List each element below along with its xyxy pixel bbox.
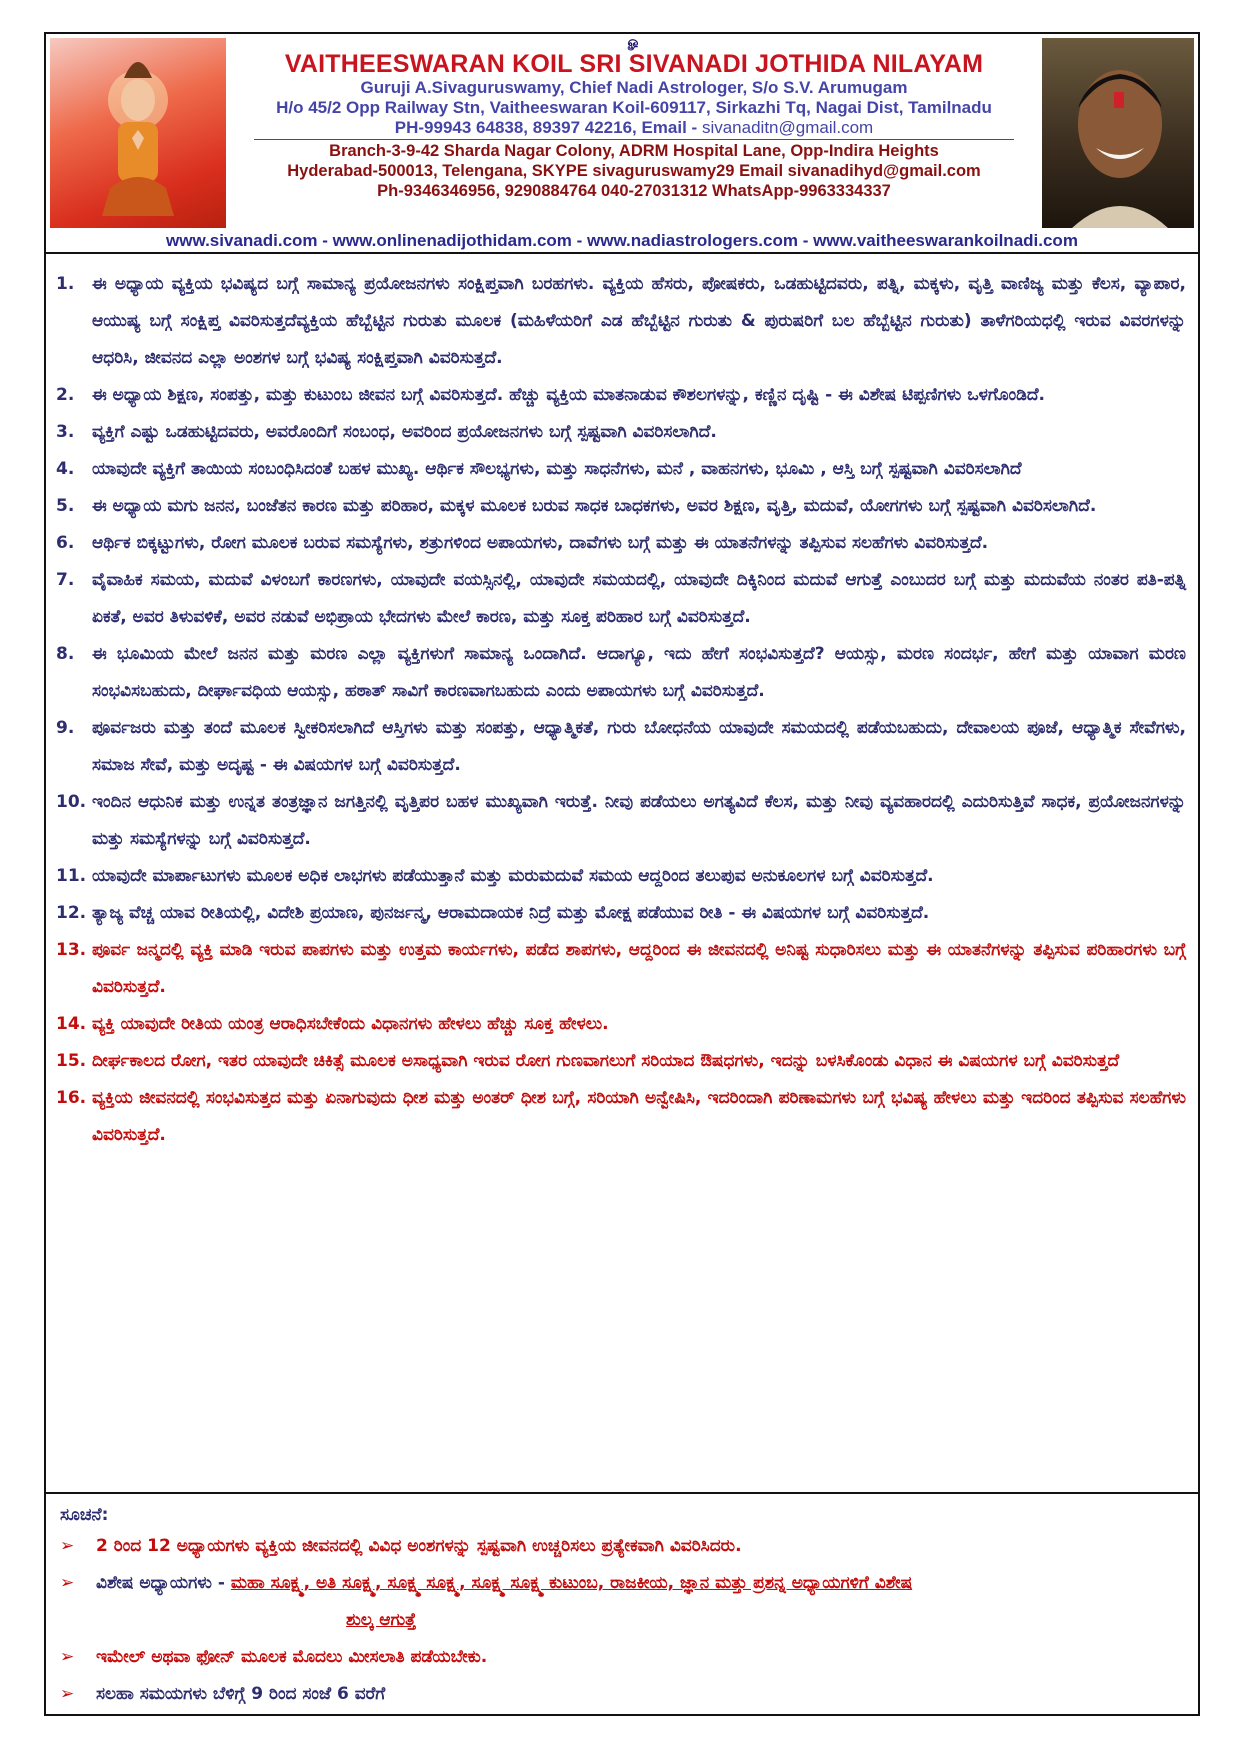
list-item [54,636,1186,710]
special-chapters-label: ವಿಶೇಷ ಅಧ್ಯಾಯಗಳು - [96,1573,225,1593]
list-item [54,1043,1186,1080]
website-links[interactable]: www.sivanadi.com - www.onlinenadijothidam.com - www.nadiastrologers.com - www.vaitheeswarankoilnadi.com [166,231,1078,250]
notes-title: ಸೂಚನೆ: [60,1505,109,1525]
list-item [54,525,1186,562]
business-title: VAITHEESWARAN KOIL SRI SIVANADI JOTHIDA NILAYAM [284,50,984,78]
list-item [54,932,1186,1006]
item-number: 13. [56,940,87,960]
list-item [54,451,1186,488]
item-number: 15. [56,1051,87,1071]
item-text: ಆರ್ಥಿಕ ಬಿಕ್ಕಟ್ಟುಗಳು, ರೋಗ ಮೂಲಕ ಬರುವ ಸಮಸ್ಯೆಗಳು, ಶತ್ರುಗಳಿಂದ ಅಪಾಯಗಳು, ದಾವೆಗಳು ಬಗ್ಗೆ ಮತ್ತು ಈ ಯಾತನೆಗಳನ್ನು ತಪ್ಪಿಸುವ ಸಲಹೆಗಳು ವಿವರಿಸುತ್ತದೆ. [92,533,989,553]
list-item [54,710,1186,784]
item-number: 6. [56,533,75,553]
page-frame [44,32,1200,1716]
item-number: 11. [56,866,87,886]
phone-email-line [230,118,1038,138]
note-text: 2 ರಿಂದ 12 ಅಧ್ಯಾಯಗಳು ವ್ಯಕ್ತಿಯ ಜೀವನದಲ್ಲಿ ವಿವಿಧ ಅಂಶಗಳನ್ನು ಸ್ಪಷ್ಟವಾಗಿ ಉಚ್ಚರಿಸಲು ಪ್ರತ್ಯೇಕವಾಗಿ ವಿವರಿಸಿದರು. [96,1536,742,1556]
note-bullet [46,1676,1198,1713]
item-number: 12. [56,903,87,923]
list-item [54,562,1186,636]
address-line: H/o 45/2 Opp Railway Stn, Vaitheeswaran Koil-609117, Sirkazhi Tq, Nagai Dist, Tamilnadu [276,98,992,117]
item-number: 5. [56,496,75,516]
item-text: ಯಾವುದೇ ವ್ಯಕ್ತಿಗೆ ತಾಯಿಯ ಸಂಬಂಧಿಸಿದಂತೆ ಬಹಳ ಮುಖ್ಯ. ಆರ್ಥಿಕ ಸೌಲಭ್ಯಗಳು, ಮತ್ತು ಸಾಧನೆಗಳು, ಮನೆ , ವಾಹನಗಳು, ಭೂಮಿ , ಆಸ್ತಿ ಬಗ್ಗೆ ಸ್ಪಷ್ಟವಾಗಿ ವಿವರಿಸಲಾಗಿದೆ [92,459,1022,479]
item-number: 16. [56,1088,87,1108]
note-bullet [46,1528,1198,1565]
item-text: ತ್ಯಾಜ್ಯ ವೆಚ್ಚ ಯಾವ ರೀತಿಯಲ್ಲಿ, ವಿದೇಶಿ ಪ್ರಯಾಣ, ಪುನರ್ಜನ್ಮ, ಆರಾಮದಾಯಕ ನಿದ್ರೆ ಮತ್ತು ಮೋಕ್ಷ ಪಡೆಯುವ ರೀತಿ - ಈ ವಿಷಯಗಳ ಬಗ್ಗೆ ವಿವರಿಸುತ್ತದೆ. [92,903,930,923]
item-text: ವ್ಯಕ್ತಿಗೆ ಎಷ್ಟು ಒಡಹುಟ್ಟಿದವರು, ಅವರೊಂದಿಗೆ ಸಂಬಂಧ, ಅವರಿಂದ ಪ್ರಯೋಜನಗಳು ಬಗ್ಗೆ ಸ್ಪಷ್ಟವಾಗಿ ವಿವರಿಸಲಾಗಿದೆ. [92,422,717,442]
portrait-icon [1042,38,1194,228]
item-text: ದೀರ್ಘಕಾಲದ ರೋಗ, ಇತರ ಯಾವುದೇ ಚಿಕಿತ್ಸೆ ಮೂಲಕ ಅಸಾಧ್ಯವಾಗಿ ಇರುವ ರೋಗ ಗುಣವಾಗಲುಗೆ ಸರಿಯಾದ ಔಷಧಗಳು, ಇದನ್ನು ಬಳಸಿಕೊಂಡು ವಿಧಾನ ಈ ವಿಷಯಗಳ ಬಗ್ಗೆ ವಿವರಿಸುತ್ತದೆ [92,1051,1120,1071]
email-link[interactable]: sivanaditn@gmail.com [701,118,874,137]
item-text: ಇಂದಿನ ಆಧುನಿಕ ಮತ್ತು ಉನ್ನತ ತಂತ್ರಜ್ಞಾನ ಜಗತ್ತಿನಲ್ಲಿ ವೃತ್ತಿಪರ ಬಹಳ ಮುಖ್ಯವಾಗಿ ಇರುತ್ತೆ. ನೀವು ಪಡೆಯಲು ಅಗತ್ಯವಿದೆ ಕೆಲಸ, ಮತ್ತು ನೀವು ವ್ಯವಹಾರದಲ್ಲಿ ಎದುರಿಸುತ್ತಿವೆ ಸಾಧಕ, ಪ್ರಯೋಜನಗಳನ್ನು ಮತ್ತು ಸಮಸ್ಯೆಗಳನ್ನು ಬಗ್ಗೆ ವಿವರಿಸುತ್ತದೆ. [92,792,1186,849]
list-item [54,895,1186,932]
item-text: ಯಾವುದೇ ಮಾರ್ಪಾಟುಗಳು ಮೂಲಕ ಅಧಿಕ ಲಾಭಗಳು ಪಡೆಯುತ್ತಾನೆ ಮತ್ತು ಮರುಮದುವೆ ಸಮಯ ಆದ್ದರಿಂದ ತಲುಪುವ ಅನುಕೂಲಗಳ ಬಗ್ಗೆ ವಿವರಿಸುತ್ತದೆ. [92,866,934,886]
item-text: ವೈವಾಹಿಕ ಸಮಯ, ಮದುವೆ ವಿಳಂಬಗೆ ಕಾರಣಗಳು, ಯಾವುದೇ ವಯಸ್ಸಿನಲ್ಲಿ, ಯಾವುದೇ ಸಮಯದಲ್ಲಿ, ಯಾವುದೇ ದಿಕ್ಕಿನಿಂದ ಮದುವೆ ಆಗುತ್ತೆ ಎಂಬುದರ ಬಗ್ಗೆ ಮತ್ತು ಮದುವೆಯ ನಂತರ ಪತಿ-ಪತ್ನಿ ಏಕತೆ, ಅವರ ತಿಳುವಳಿಕೆ, ಅವರ ನಡುವೆ ಅಭಿಪ್ರಾಯ ಭೇದಗಳು ಮೇಲೆ ಕಾರಣ, ಮತ್ತು ಸೂಕ್ತ ಪರಿಹಾರ ಬಗ್ಗೆ ವಿವರಿಸುತ್ತದೆ. [92,570,1186,627]
note-text: ಸಲಹಾ ಸಮಯಗಳು ಬೆಳಿಗ್ಗೆ 9 ರಿಂದ ಸಂಜೆ 6 ವರೆಗೆ [96,1684,386,1704]
note-text: ಇಮೇಲ್ ಅಥವಾ ಫೋನ್ ಮೂಲಕ ಮೊದಲು ಮೀಸಲಾತಿ ಪಡೆಯಬೇಕು. [96,1647,488,1667]
item-text: ವ್ಯಕ್ತಿ ಯಾವುದೇ ರೀತಿಯ ಯಂತ್ರ ಆರಾಧಿಸಬೇಕೆಂದು ವಿಧಾನಗಳು ಹೇಳಲು ಹೆಚ್ಚು ಸೂಕ್ತ ಹೇಳಲು. [92,1014,609,1034]
item-text: ಪೂರ್ವಜರು ಮತ್ತು ತಂದೆ ಮೂಲಕ ಸ್ವೀಕರಿಸಲಾಗಿದೆ ಆಸ್ತಿಗಳು ಮತ್ತು ಸಂಪತ್ತು, ಆಧ್ಯಾತ್ಮಿಕತೆ, ಗುರು ಬೋಧನೆಯ ಯಾವುದೇ ಸಮಯದಲ್ಲಿ ಪಡೆಯಬಹುದು, ದೇವಾಲಯ ಪೂಜೆ, ಆಧ್ಯಾತ್ಮಿಕ ಸೇವೆಗಳು, ಸಮಾಜ ಸೇವೆ, ಮತ್ತು ಅದೃಷ್ಟ - ಈ ವಿಷಯಗಳ ಬಗ್ಗೆ ವಿವರಿಸುತ್ತದೆ. [92,718,1186,775]
list-item [54,784,1186,858]
arrow-bullet-icon: ➢ [60,1536,75,1556]
note-bullet [46,1639,1198,1676]
chapter-list [54,266,1186,1154]
note-bullet [46,1565,1198,1639]
arrow-bullet-icon: ➢ [60,1647,75,1667]
hyderabad-line: Hyderabad-500013, Telengana, SKYPE sivaguruswamy29 Email sivanadihyd@gmail.com [287,162,981,180]
item-text: ವ್ಯಕ್ತಿಯ ಜೀವನದಲ್ಲಿ ಸಂಭವಿಸುತ್ತದ ಮತ್ತು ಏನಾಗುವುದು ಧೀಶ ಮತ್ತು ಅಂತರ್ ಧೀಶ ಬಗ್ಗೆ, ಸರಿಯಾಗಿ ಅನ್ವೇಷಿಸಿ, ಇದರಿಂದಾಗಿ ಪರಿಣಾಮಗಳು ಬಗ್ಗೆ ಭವಿಷ್ಯ ಹೇಳಲು ಮತ್ತು ಇದರಿಂದ ತಪ್ಪಿಸುವ ಸಲಹೆಗಳು ವಿವರಿಸುತ್ತದೆ. [92,1088,1186,1145]
item-text: ಈ ಅಧ್ಯಾಯ ವ್ಯಕ್ತಿಯ ಭವಿಷ್ಯದ ಬಗ್ಗೆ ಸಾಮಾನ್ಯ ಪ್ರಯೋಜನಗಳು ಸಂಕ್ಷಿಪ್ತವಾಗಿ ಬರಹಗಳು. ವ್ಯಕ್ತಿಯ ಹೆಸರು, ಪೋಷಕರು, ಒಡಹುಟ್ಟಿದವರು, ಪತ್ನಿ, ಮಕ್ಕಳು, ವೃತ್ತಿ ವಾಣಿಜ್ಯ ಮತ್ತು ಕೆಲಸ, ವ್ಯಾಪಾರ, ಆಯುಷ್ಯ ಬಗ್ಗೆ ಸಂಕ್ಷಿಪ್ತ ವಿವರಿಸುತ್ತದೆವ್ಯಕ್ತಿಯ ಹೆಬ್ಬೆಟ್ಟಿನ ಗುರುತು ಮೂಲಕ (ಮಹಿಳೆಯರಿಗೆ ಎಡ ಹೆಬ್ಬೆಟ್ಟಿನ ಗುರುತು & ಪುರುಷರಿಗೆ ಬಲ ಹೆಬ್ಬೆಟ್ಟಿನ ಗುರುತು) ತಾಳೆಗರಿಯಧಲ್ಲಿ ಇರುವ ವಿವರಗಳನ್ನು ಆಧರಿಸಿ, ಜೀವನದ ಎಲ್ಲಾ ಅಂಶಗಳ ಬಗ್ಗೆ ಭವಿಷ್ಯ ಸಂಕ್ಷಿಪ್ತವಾಗಿ ವಿವರಿಸುತ್ತದೆ. [92,274,1186,368]
guruji-line: Guruji A.Sivaguruswamy, Chief Nadi Astrologer, S/o S.V. Arumugam [360,78,908,97]
list-item [54,1080,1186,1154]
item-text: ಪೂರ್ವ ಜನ್ಮದಲ್ಲಿ ವ್ಯಕ್ತಿ ಮಾಡಿ ಇರುವ ಪಾಪಗಳು ಮತ್ತು ಉತ್ತಮ ಕಾರ್ಯಗಳು, ಪಡೆದ ಶಾಪಗಳು, ಆದ್ದರಿಂದ ಈ ಜೀವನದಲ್ಲಿ ಅನಿಷ್ಟ ಸುಧಾರಿಸಲು ಮತ್ತು ಈ ಯಾತನೆಗಳನ್ನು ತಪ್ಪಿಸುವ ಪರಿಹಾರಗಳು ಬಗ್ಗೆ ವಿವರಿಸುತ್ತದೆ. [92,940,1186,997]
item-number: 7. [56,570,75,590]
astrologer-photo [1042,38,1194,228]
item-number: 2. [56,385,75,405]
arrow-bullet-icon: ➢ [60,1684,75,1704]
list-item [54,377,1186,414]
notes-section [46,1492,1198,1713]
item-number: 9. [56,718,75,738]
om-symbol: ௐ [627,35,641,50]
item-number: 1. [56,274,75,294]
list-item [54,414,1186,451]
deity-image [50,38,226,228]
item-text: ಈ ಅಧ್ಯಾಯ ಮಗು ಜನನ, ಬಂಜೆತನ ಕಾರಣ ಮತ್ತು ಪರಿಹಾರ, ಮಕ್ಕಳ ಮೂಲಕ ಬರುವ ಸಾಧಕ ಬಾಧಕಗಳು, ಅವರ ಶಿಕ್ಷಣ, ವೃತ್ತಿ, ಮದುವೆ, ಯೋಗಗಳು ಬಗ್ಗೆ ಸ್ಪಷ್ಟವಾಗಿ ವಿವರಿಸಲಾಗಿದೆ. [92,496,1097,516]
phone-text: PH-99943 64838, 89397 42216, Email - [394,118,698,137]
header-divider [254,139,1014,140]
item-number: 8. [56,644,75,664]
item-number: 10. [56,792,87,812]
item-text: ಈ ಭೂಮಿಯ ಮೇಲೆ ಜನನ ಮತ್ತು ಮರಣ ಎಲ್ಲಾ ವ್ಯಕ್ತಿಗಳುಗೆ ಸಾಮಾನ್ಯ ಒಂದಾಗಿದೆ. ಆದಾಗ್ಯೂ, ಇದು ಹೇಗೆ ಸಂಭವಿಸುತ್ತದೆ? ಆಯಸ್ಸು, ಮರಣ ಸಂದರ್ಭ, ಹೇಗೆ ಮತ್ತು ಯಾವಾಗ ಮರಣ ಸಂಭವಿಸಬಹುದು, ದೀರ್ಘಾವಧಿಯ ಆಯಸ್ಸು, ಹಠಾತ್ ಸಾವಿಗೆ ಕಾರಣವಾಗಬಹುದು ಎಂದು ಅಪಾಯಗಳು ಬಗ್ಗೆ ವಿವರಿಸುತ್ತದೆ. [92,644,1186,701]
item-number: 14. [56,1014,87,1034]
list-item [54,858,1186,895]
letterhead [46,34,1198,254]
special-chapters-list: ಮಹಾ ಸೂಕ್ಷ್ಮ, ಅತಿ ಸೂಕ್ಷ್ಮ, ಸೂಕ್ಷ್ಮ ಸೂಕ್ಷ್ಮ, ಸೂಕ್ಷ್ಮ ಸೂಕ್ಷ್ಮ ಕುಟುಂಬ, ರಾಜಕೀಯ, ಜ್ಞಾನ ಮತ್ತು ಪ್ರಶನ್ನ ಅಧ್ಯಾಯಗಳಿಗೆ ವಿಶೇಷ [230,1573,913,1593]
special-fee-note: ಶುಲ್ಕ ಆಗುತ್ತೆ [346,1610,417,1630]
branch-line: Branch-3-9-42 Sharda Nagar Colony, ADRM Hospital Lane, Opp-Indira Heights [329,142,939,160]
item-number: 3. [56,422,75,442]
phone-line-2: Ph-9346346956, 9290884764 040-27031312 WhatsApp-9963334337 [377,182,891,200]
list-item [54,1006,1186,1043]
list-item [54,266,1186,377]
deity-figure-icon [50,38,226,228]
item-text: ಈ ಅಧ್ಯಾಯ ಶಿಕ್ಷಣ, ಸಂಪತ್ತು, ಮತ್ತು ಕುಟುಂಬ ಜೀವನ ಬಗ್ಗೆ ವಿವರಿಸುತ್ತದೆ. ಹೆಚ್ಚು ವ್ಯಕ್ತಿಯ ಮಾತನಾಡುವ ಕೌಶಲಗಳನ್ನು, ಕಣ್ಣಿನ ದೃಷ್ಟಿ - ಈ ವಿಶೇಷ ಟಿಪ್ಪಣಿಗಳು ಒಳಗೊಂಡಿದೆ. [92,385,1045,405]
arrow-bullet-icon: ➢ [60,1573,75,1593]
item-number: 4. [56,459,75,479]
list-item [54,488,1186,525]
